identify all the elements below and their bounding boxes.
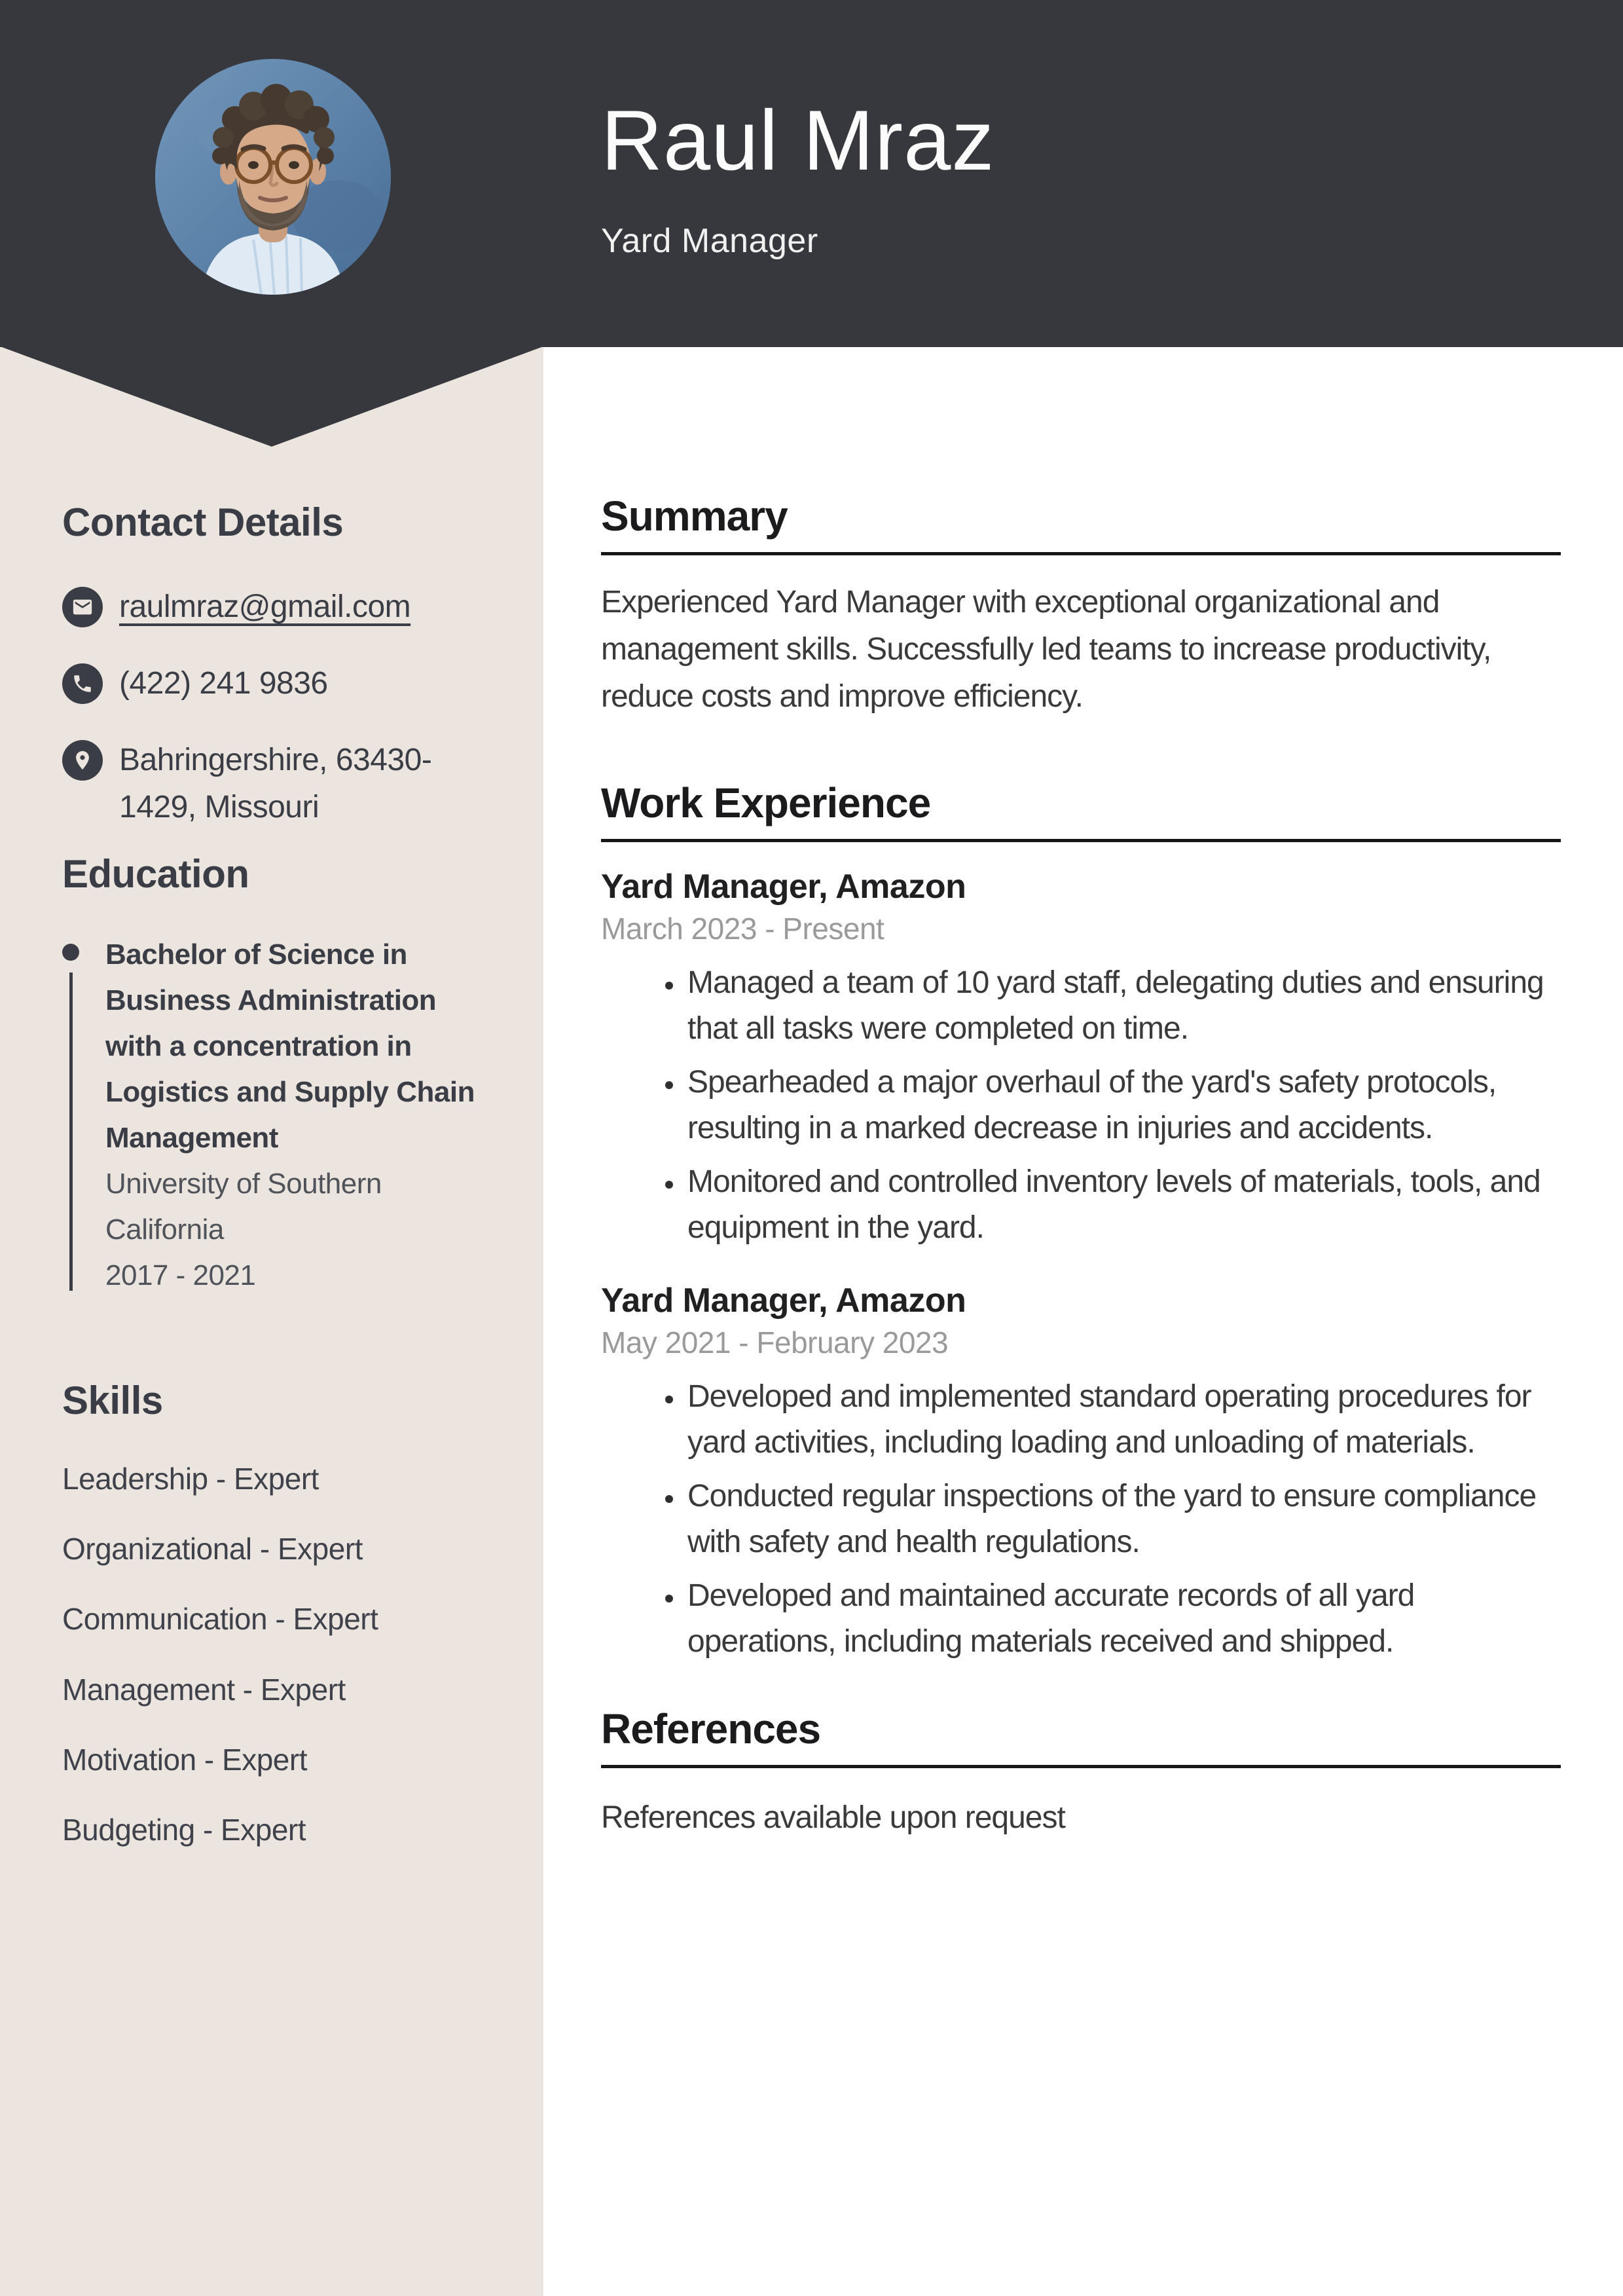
references-text: References available upon request	[601, 1800, 1065, 1835]
job-title: Yard Manager, Amazon	[601, 1281, 966, 1320]
summary-section-heading: Summary	[601, 491, 1561, 555]
person-name: Raul Mraz	[601, 92, 995, 188]
location-value: Bahringershire, 63430-1429, Missouri	[119, 743, 432, 824]
phone-icon	[62, 663, 103, 704]
phone-value: (422) 241 9836	[119, 666, 328, 701]
email-link[interactable]: raulmraz@gmail.com	[119, 589, 411, 624]
job-dates: May 2021 - February 2023	[601, 1325, 949, 1360]
job-bullet-list	[601, 960, 1561, 1251]
job-entry	[601, 866, 1561, 1251]
skill-item: Organizational - Expert	[62, 1532, 363, 1566]
degree-name: Bachelor of Science in Business Administration with a concentration in Logistics and Supply Chain Management	[105, 938, 475, 1154]
skills-section-heading: Skills	[62, 1379, 163, 1422]
person-job-title: Yard Manager	[601, 221, 818, 260]
job-title: Yard Manager, Amazon	[601, 867, 966, 906]
contact-item-phone	[62, 663, 507, 707]
skill-item: Communication - Expert	[62, 1602, 378, 1637]
skill-item: Budgeting - Expert	[62, 1812, 306, 1847]
skill-item: Motivation - Expert	[62, 1742, 307, 1777]
education-entry	[62, 932, 507, 1299]
sidebar	[0, 447, 543, 1848]
summary-text: Experienced Yard Manager with exceptional organizational and management skills. Successfully led teams to increase productivity, reduce costs and improve efficiency.	[601, 584, 1491, 714]
contact-item-email	[62, 587, 507, 631]
education-timeline	[62, 932, 79, 1299]
timeline-dot-icon	[62, 944, 79, 961]
bullet-item: • Conducted regular inspections of the yard to ensure compliance with safety and health regulations.	[685, 1473, 1561, 1565]
bullet-item: • Developed and implemented standard operating procedures for yard activities, including loading and unloading of materials.	[685, 1374, 1561, 1466]
education-dates: 2017 - 2021	[105, 1259, 256, 1291]
job-bullet-list	[601, 1374, 1561, 1665]
school-name: University of Southern California	[105, 1168, 382, 1246]
education-section-heading: Education	[62, 852, 249, 896]
education-entry-text	[105, 932, 498, 1299]
job-dates: March 2023 - Present	[601, 911, 884, 946]
profile-photo-illustration	[155, 59, 391, 295]
bullet-item: • Managed a team of 10 yard staff, delegating duties and ensuring that all tasks were completed on time.	[685, 960, 1561, 1052]
email-icon	[62, 587, 103, 627]
bullet-item: • Spearheaded a major overhaul of the yard's safety protocols, resulting in a marked decrease in injuries and accidents.	[685, 1060, 1561, 1151]
skill-item: Leadership - Expert	[62, 1462, 319, 1496]
work-experience-section-heading: Work Experience	[601, 778, 1561, 842]
references-section-heading: References	[601, 1704, 1561, 1768]
skills-list	[62, 1461, 507, 1848]
main-content	[601, 0, 1561, 1842]
skill-item: Management - Expert	[62, 1672, 346, 1707]
profile-photo	[155, 59, 391, 295]
contact-section-heading: Contact Details	[62, 500, 344, 544]
job-entry	[601, 1280, 1561, 1665]
timeline-line	[69, 972, 73, 1291]
bullet-item: • Monitored and controlled inventory levels of materials, tools, and equipment in the yard.	[685, 1159, 1561, 1251]
contact-item-location	[62, 740, 507, 831]
bullet-item: • Developed and maintained accurate records of all yard operations, including materials received and shipped.	[685, 1573, 1561, 1665]
location-pin-icon	[62, 740, 103, 781]
